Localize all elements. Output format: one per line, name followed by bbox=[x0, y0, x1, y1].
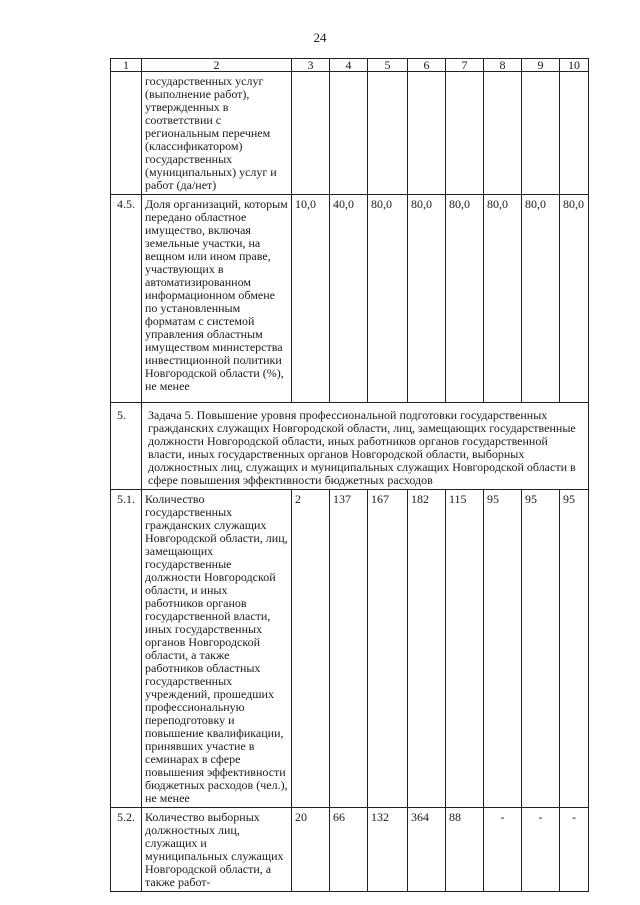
column-number-row bbox=[111, 59, 589, 72]
value-cell: 80,0 bbox=[522, 195, 560, 403]
value-cell: 80,0 bbox=[446, 195, 484, 403]
value-cell: 364 bbox=[408, 808, 446, 892]
value-cell bbox=[484, 72, 522, 195]
value-cell bbox=[522, 72, 560, 195]
value-cell: - bbox=[484, 808, 522, 892]
value-cell bbox=[330, 72, 368, 195]
column-header: 7 bbox=[446, 59, 484, 72]
table-row bbox=[111, 490, 589, 808]
value-cell: 182 bbox=[408, 490, 446, 808]
column-header: 10 bbox=[560, 59, 589, 72]
column-header: 9 bbox=[522, 59, 560, 72]
row-number bbox=[111, 72, 142, 195]
value-cell: 66 bbox=[330, 808, 368, 892]
row-number: 5.2. bbox=[111, 808, 142, 892]
column-header: 8 bbox=[484, 59, 522, 72]
value-cell: 20 bbox=[292, 808, 330, 892]
value-cell: 2 bbox=[292, 490, 330, 808]
row-number: 4.5. bbox=[111, 195, 142, 403]
value-cell: 115 bbox=[446, 490, 484, 808]
row-description: Доля организаций, которым передано областное имущество, включая земельные участки, на вещном или ином праве, участвующих в автоматизированном информационном обмене по установленным форматам с системой управления областным имуществом министерства инвестиционной политики Новгородской области (%), не менее bbox=[142, 195, 292, 403]
value-cell: 132 bbox=[368, 808, 408, 892]
value-cell: 80,0 bbox=[408, 195, 446, 403]
value-cell: 80,0 bbox=[368, 195, 408, 403]
value-cell bbox=[446, 72, 484, 195]
row-number: 5.1. bbox=[111, 490, 142, 808]
table-row bbox=[111, 808, 589, 892]
column-header: 5 bbox=[368, 59, 408, 72]
column-header: 3 bbox=[292, 59, 330, 72]
column-header: 6 bbox=[408, 59, 446, 72]
value-cell bbox=[292, 72, 330, 195]
row-description: государственных услуг (выполнение работ), утвержденных в соответствии с региональным перечнем (классификатором) государственных (муниципальных) услуг и работ (да/нет) bbox=[142, 72, 292, 195]
value-cell: 80,0 bbox=[484, 195, 522, 403]
value-cell: 95 bbox=[484, 490, 522, 808]
row-number: 5. bbox=[111, 403, 142, 490]
value-cell: - bbox=[522, 808, 560, 892]
value-cell: 95 bbox=[560, 490, 589, 808]
value-cell: 137 bbox=[330, 490, 368, 808]
value-cell: 167 bbox=[368, 490, 408, 808]
row-description: Количество государственных гражданских служащих Новгородской области, лиц, замещающих государственные должности Новгородской области, и иных работников органов государственной власти, иных государственных органов Новгородской области, а также работников областных государственных учреждений, прошедших профессиональную переподготовку и повышение квалификации, принявших участие в семинарах в сфере повышения эффективности бюджетных расходов (чел.), не менее bbox=[142, 490, 292, 808]
table-row bbox=[111, 72, 589, 195]
task-row bbox=[111, 403, 589, 490]
column-header: 4 bbox=[330, 59, 368, 72]
value-cell: - bbox=[560, 808, 589, 892]
value-cell: 10,0 bbox=[292, 195, 330, 403]
page-number: 24 bbox=[313, 30, 327, 45]
indicators-table bbox=[110, 58, 589, 892]
value-cell: 80,0 bbox=[560, 195, 589, 403]
value-cell bbox=[408, 72, 446, 195]
column-header: 2 bbox=[142, 59, 292, 72]
value-cell: 95 bbox=[522, 490, 560, 808]
table-row bbox=[111, 195, 589, 403]
value-cell: 88 bbox=[446, 808, 484, 892]
task-text: Задача 5. Повышение уровня профессиональной подготовки государственных гражданских служащих Новгородской области, лиц, замещающих государственные должности Новгородской области, иных работников органов государственной власти, иных государственных органов Новгородской области, выборных должностных лиц, служащих и муниципальных служащих Новгородской области в сфере повышения эффективности бюджетных расходов bbox=[142, 403, 589, 490]
value-cell bbox=[368, 72, 408, 195]
value-cell: 40,0 bbox=[330, 195, 368, 403]
row-description: Количество выборных должностных лиц, служащих и муниципальных служащих Новгородской области, а также работ- bbox=[142, 808, 292, 892]
column-header: 1 bbox=[111, 59, 142, 72]
value-cell bbox=[560, 72, 589, 195]
